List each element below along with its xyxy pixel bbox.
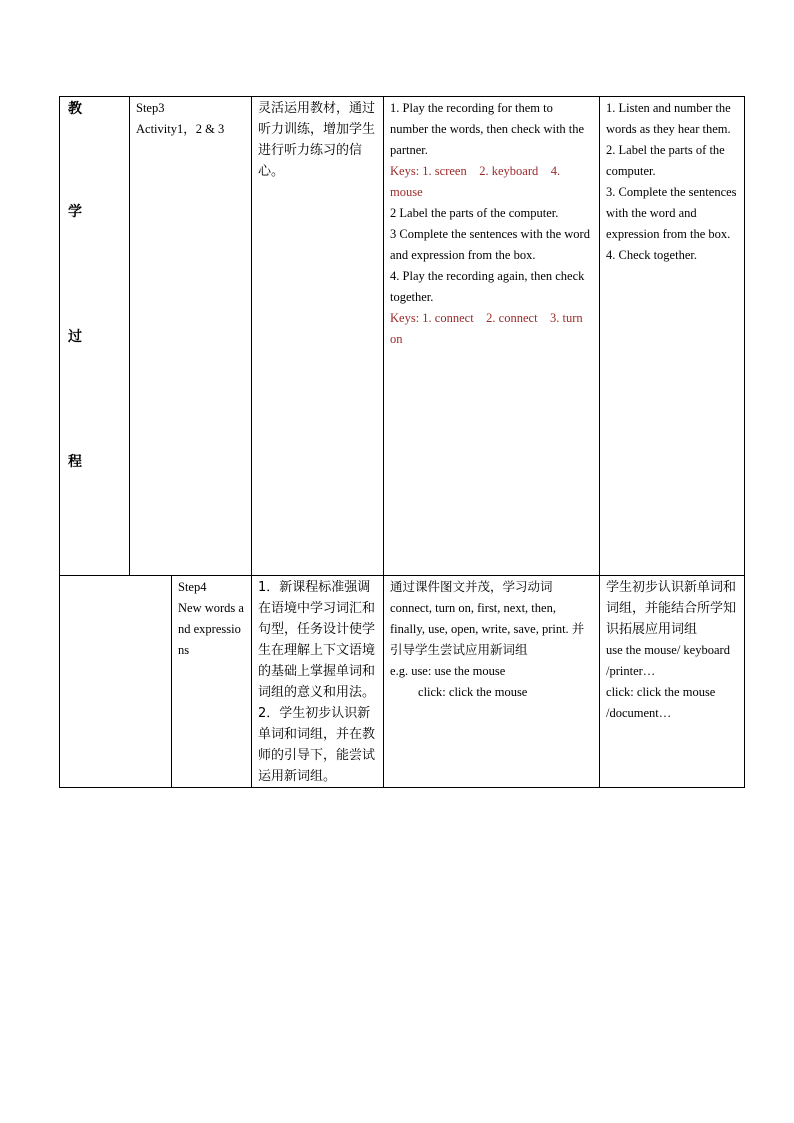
step-label: Step4: [178, 580, 207, 594]
student-activity-cell: [600, 576, 745, 788]
teacher-line: 1. Play the recording for them to number the words, then check with the partner.: [390, 101, 585, 157]
student-line: 2. Label the parts of the computer.: [606, 143, 725, 178]
step3-row: [60, 97, 745, 576]
step-title: New words and expressions: [178, 601, 244, 657]
student-intro: 学生初步认识新单词和词组，并能结合所学知识拓展应用词组: [606, 580, 737, 637]
teacher-activity-cell: [384, 97, 600, 576]
student-line: 1. Listen and number the words as they hear them.: [606, 101, 731, 136]
step4-row: [60, 576, 745, 788]
side-label-char: 程: [68, 454, 82, 470]
teacher-line: 2 Label the parts of the computer.: [390, 206, 559, 220]
side-label-char: 教: [68, 101, 82, 117]
side-label-cell: [60, 97, 130, 576]
teacher-line: 3 Complete the sentences with the word and expression from the box.: [390, 227, 590, 262]
step-label: Step3: [136, 101, 165, 115]
purpose-cell: [252, 97, 384, 576]
student-line: 3. Complete the sentences with the word and expression from the box.: [606, 185, 737, 241]
purpose-point: 2．学生初步认识新单词和词组，并在教师的引导下，能尝试运用新词组。: [258, 706, 376, 784]
answer-keys: Keys: 1. screen 2. keyboard 4. mouse: [390, 164, 561, 199]
answer-keys: Keys: 1. connect 2. connect 3. turn on: [390, 311, 583, 346]
student-example: click: click the mouse /document…: [606, 685, 716, 720]
lesson-plan-table: [59, 96, 745, 788]
student-line: 4. Check together.: [606, 248, 697, 262]
student-example: use the mouse/ keyboard /printer…: [606, 643, 730, 678]
empty-cell: [60, 576, 172, 788]
purpose-cell: [252, 576, 384, 788]
side-label-char: 过: [68, 329, 82, 345]
side-label-char: 学: [68, 204, 82, 220]
teacher-intro: 通过课件图文并茂，学习动词 connect, turn on, first, next, then, finally, use, open, write, save, print. 并引导学生尝试应用新词组: [390, 580, 585, 657]
purpose-point: 1．新课程标准强调在语境中学习词汇和句型，任务设计使学生在理解上下文语境的基础上掌握单词和词组的意义和用法。: [258, 580, 376, 700]
student-activity-cell: [600, 97, 745, 576]
example-line: e.g. use: use the mouse: [390, 664, 506, 678]
teacher-activity-cell: [384, 576, 600, 788]
activity-label: Activity1，2 & 3: [136, 122, 225, 136]
step-cell: [130, 97, 252, 576]
example-line: click: click the mouse: [418, 685, 528, 699]
teacher-line: 4. Play the recording again, then check together.: [390, 269, 585, 304]
purpose-text: 灵活运用教材，通过听力训练，增加学生进行听力练习的信心。: [258, 101, 376, 179]
step-cell: [172, 576, 252, 788]
